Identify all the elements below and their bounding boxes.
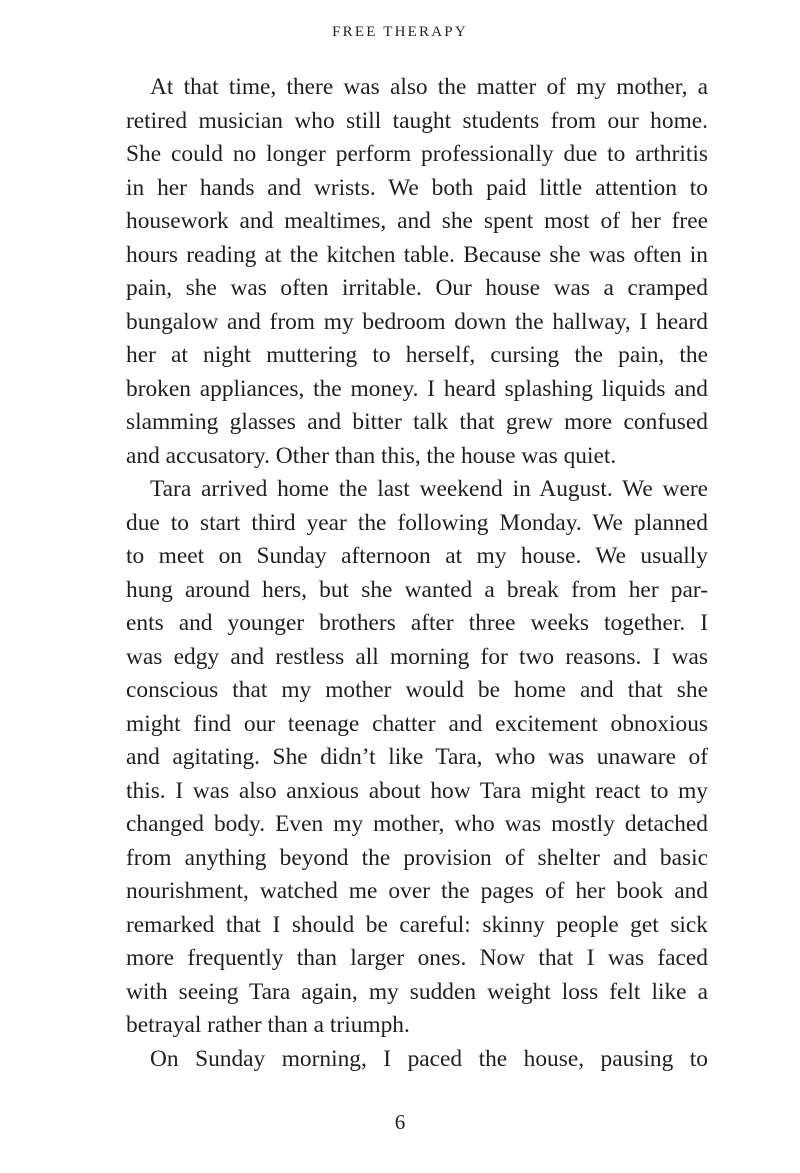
text-line: At that time, there was also the matter of my mother, a [150, 74, 708, 100]
text-line: conscious that my mother would be home and that she [126, 677, 708, 703]
text-line: this. I was also anxious about how Tara might react to my [126, 777, 708, 804]
running-head: FREE THERAPY [332, 24, 468, 40]
text-line: Tara arrived home the last weekend in August. We were [150, 476, 708, 502]
text-line: betrayal rather than a triumph. [126, 1012, 410, 1038]
text-line: nourishment, watched me over the pages of her book and [126, 878, 708, 904]
text-line: pain, she was often irritable. Our house was a cramped [126, 275, 708, 301]
text-line: hours reading at the kitchen table. Because she was often in [126, 241, 708, 268]
text-line: She could no longer perform professionally due to arthritis [126, 141, 708, 167]
text-line: more frequently than larger ones. Now that I was faced [126, 945, 708, 971]
text-line: broken appliances, the money. I heard splashing liquids and [126, 375, 708, 402]
paragraph [126, 71, 708, 473]
paragraph [126, 1043, 708, 1077]
text-line: On Sunday morning, I paced the house, pausing to [150, 1045, 708, 1072]
text-line: with seeing Tara again, my sudden weight loss felt like a [126, 978, 708, 1005]
text-line: her at night muttering to herself, cursing the pain, the [126, 342, 708, 368]
text-line: hung around hers, but she wanted a break from her par- [126, 576, 708, 603]
text-line: was edgy and restless all morning for two reasons. I was [126, 643, 708, 670]
text-line: remarked that I should be careful: skinny people get sick [126, 911, 708, 938]
text-line: from anything beyond the provision of shelter and basic [126, 844, 708, 871]
text-line: might find our teenage chatter and excitement obnoxious [126, 710, 708, 737]
text-line: bungalow and from my bedroom down the hallway, I heard [126, 308, 708, 335]
text-line: retired musician who still taught students from our home. [126, 107, 708, 134]
text-line: to meet on Sunday afternoon at my house. We usually [126, 543, 708, 569]
text-line: slamming glasses and bitter talk that grew more confused [126, 409, 708, 435]
text-line: and agitating. She didn’t like Tara, who was unaware of [126, 744, 708, 770]
text-line: ents and younger brothers after three weeks together. I [126, 610, 708, 636]
text-line: and accusatory. Other than this, the house was quiet. [126, 442, 617, 469]
text-line: changed body. Even my mother, who was mostly detached [126, 811, 708, 837]
text-line: housework and mealtimes, and she spent most of her free [126, 208, 708, 234]
text-line: due to start third year the following Monday. We planned [126, 509, 708, 536]
paragraph [126, 473, 708, 1043]
body-text [126, 71, 708, 1076]
text-line: in her hands and wrists. We both paid little attention to [126, 174, 708, 201]
page-number: 6 [394, 1110, 406, 1134]
